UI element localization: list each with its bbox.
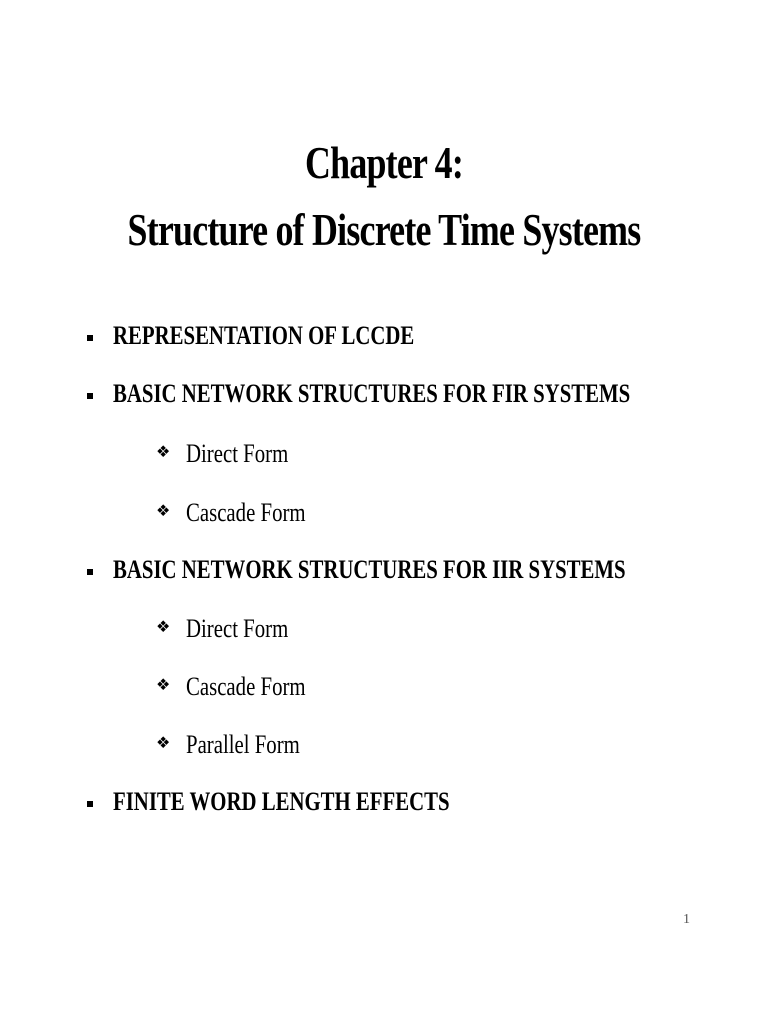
square-bullet-icon <box>87 569 93 575</box>
sub-list-item-label: Direct Form <box>186 614 289 643</box>
list-item-label: BASIC NETWORK STRUCTURES FOR IIR SYSTEMS <box>113 555 626 584</box>
list-item-label: REPRESENTATION OF LCCDE <box>113 321 415 350</box>
four-diamond-bullet-icon: ❖ <box>156 675 171 694</box>
square-bullet-icon <box>87 335 93 341</box>
four-diamond-bullet-icon: ❖ <box>156 501 171 520</box>
sub-list-item-label: Cascade Form <box>186 498 306 527</box>
page-number: 1 <box>683 912 690 927</box>
list-item-label: FINITE WORD LENGTH EFFECTS <box>113 787 450 816</box>
four-diamond-bullet-icon: ❖ <box>156 442 171 461</box>
list-item-label: BASIC NETWORK STRUCTURES FOR FIR SYSTEMS <box>113 379 631 408</box>
chapter-title: Structure of Discrete Time Systems <box>127 204 641 255</box>
chapter-heading: Chapter 4: <box>305 137 463 188</box>
sub-list-item-label: Cascade Form <box>186 672 306 701</box>
sub-list-item-label: Direct Form <box>186 439 289 468</box>
square-bullet-icon <box>87 801 93 807</box>
sub-list-item-label: Parallel Form <box>186 730 300 759</box>
four-diamond-bullet-icon: ❖ <box>156 617 171 636</box>
square-bullet-icon <box>87 393 93 399</box>
four-diamond-bullet-icon: ❖ <box>156 733 171 752</box>
